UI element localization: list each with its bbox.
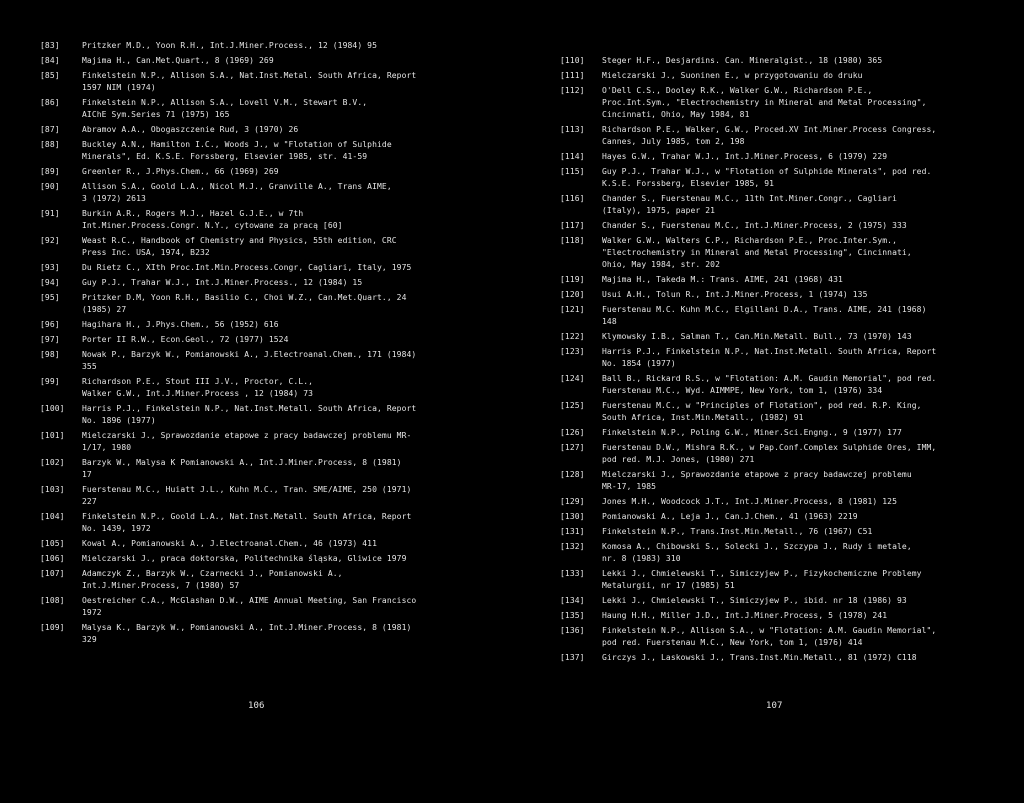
reference-list [560,55,1010,667]
reference-text [602,235,1010,271]
reference-line: K.S.E. Forssberg, Elsevier 1985, 91 [602,179,775,188]
reference-line: Finkelstein N.P., Allison S.A., w "Flotation: A.M. Gaudin Memorial", [602,626,937,635]
reference-text [602,373,1010,397]
reference-line: Malysa K., Barzyk W., Pomianowski A., Int.J.Miner.Process, 8 (1981) [82,623,412,632]
reference-number: [117] [560,221,585,230]
reference-line: Chander S., Fuerstenau M.C., Int.J.Miner.Process, 2 (1975) 333 [602,221,907,230]
reference-number: [88] [40,140,60,149]
reference-text [602,346,1010,370]
reference-entry [40,538,502,550]
reference-text [602,652,1010,664]
reference-entry [560,70,1010,82]
reference-entry [40,292,502,316]
reference-line: Finkelstein N.P., Trans.Inst.Min.Metall., 76 (1967) C51 [602,527,873,536]
reference-line: No. 1854 (1977) [602,359,676,368]
reference-number: [107] [40,569,65,578]
reference-text [82,349,502,373]
reference-number: [106] [40,554,65,563]
reference-line: Minerals", Ed. K.S.E. Forssberg, Elsevier 1985, str. 41-59 [82,152,368,161]
reference-text [602,442,1010,466]
reference-entry [560,511,1010,523]
reference-text [602,469,1010,493]
reference-line: Fuerstenau D.W., Mishra R.K., w Pap.Conf.Complex Sulphide Ores, IMM, [602,443,937,452]
reference-line: Guy P.J., Trahar W.J., w "Flotation of Sulphide Minerals", pod red. [602,167,932,176]
reference-number: [137] [560,653,585,662]
reference-line: Kowal A., Pomianowski A., J.Electroanal.Chem., 46 (1973) 411 [82,539,377,548]
reference-line: South Africa, Inst.Min.Metall., (1982) 91 [602,413,804,422]
reference-entry [40,595,502,619]
reference-line: Buckley A.N., Hamilton I.C., Woods J., w "Flotation of Sulphide [82,140,392,149]
reference-line: Girczys J., Laskowski J., Trans.Inst.Min.Metall., 81 (1972) C118 [602,653,917,662]
reference-line: Pomianowski A., Leja J., Can.J.Chem., 41 (1963) 2219 [602,512,858,521]
reference-text [82,55,502,67]
reference-number: [110] [560,56,585,65]
reference-number: [100] [40,404,65,413]
reference-line: Oestreicher C.A., McGlashan D.W., AIME Annual Meeting, San Francisco [82,596,417,605]
reference-line: Metalurgii, nr 17 (1985) 51 [602,581,735,590]
reference-text [602,610,1010,622]
reference-entry [40,166,502,178]
reference-line: 1597 NIM (1974) [82,83,156,92]
reference-line: Greenler R., J.Phys.Chem., 66 (1969) 269 [82,167,279,176]
reference-text [82,124,502,136]
reference-entry [40,403,502,427]
reference-text [602,511,1010,523]
reference-text [602,193,1010,217]
reference-line: Cannes, July 1985, tom 2, 198 [602,137,745,146]
reference-line: Pritzker M.D., Yoon R.H., Int.J.Miner.Process., 12 (1984) 95 [82,41,377,50]
reference-line: Mielczarski J., Sprawozdanie etapowe z pracy badawczej problemu MR- [82,431,412,440]
reference-entry [40,334,502,346]
reference-line: "Electrochemistry in Mineral and Metal Processing", Cincinnati, [602,248,912,257]
reference-entry [560,274,1010,286]
reference-line: Int.Miner.Process.Congr. N.Y., cytowane za pracą [60] [82,221,343,230]
reference-number: [118] [560,236,585,245]
reference-line: Fuerstenau M.C., Huiatt J.L., Kuhn M.C., Tran. SME/AIME, 250 (1971) [82,485,412,494]
reference-entry [560,55,1010,67]
reference-number: [111] [560,71,585,80]
reference-text [82,70,502,94]
reference-line: nr. 8 (1983) 310 [602,554,681,563]
reference-number: [124] [560,374,585,383]
reference-entry [40,181,502,205]
reference-entry [40,139,502,163]
reference-list [40,40,502,649]
reference-text [82,97,502,121]
reference-number: [136] [560,626,585,635]
reference-entry [40,277,502,289]
reference-entry [560,652,1010,664]
reference-number: [90] [40,182,60,191]
reference-entry [40,70,502,94]
reference-number: [121] [560,305,585,314]
reference-entry [560,427,1010,439]
reference-number: [130] [560,512,585,521]
reference-text [602,55,1010,67]
reference-entry [560,85,1010,121]
reference-number: [125] [560,401,585,410]
reference-text [82,511,502,535]
reference-line: Komosa A., Chibowski S., Solecki J., Szczypa J., Rudy i metale, [602,542,912,551]
reference-line: 1/17, 1980 [82,443,132,452]
reference-number: [91] [40,209,60,218]
reference-entry [40,40,502,52]
reference-line: 148 [602,317,617,326]
reference-text [602,427,1010,439]
reference-line: Pritzker D.M, Yoon R.H., Basilio C., Choi W.Z., Can.Met.Quart., 24 [82,293,407,302]
reference-line: Fuerstenau M.C., Wyd. AIMMPE, New York, tom 1, (1976) 334 [602,386,883,395]
reference-number: [102] [40,458,65,467]
reference-text [602,166,1010,190]
reference-line: Nowak P., Barzyk W., Pomianowski A., J.Electroanal.Chem., 171 (1984) [82,350,417,359]
reference-entry [40,568,502,592]
reference-number: [112] [560,86,585,95]
reference-line: Finkelstein N.P., Poling G.W., Miner.Sci.Engng., 9 (1977) 177 [602,428,902,437]
reference-entry [560,442,1010,466]
reference-line: Barzyk W., Malysa K Pomianowski A., Int.J.Miner.Process, 8 (1981) [82,458,402,467]
reference-entry [560,151,1010,163]
reference-line: Richardson P.E., Walker, G.W., Proced.XV Int.Miner.Process Congress, [602,125,937,134]
reference-line: Ohio, May 1984, str. 202 [602,260,720,269]
reference-line: 17 [82,470,92,479]
reference-number: [83] [40,41,60,50]
reference-text [82,538,502,550]
reference-number: [104] [40,512,65,521]
reference-line: Steger H.F., Desjardins. Can. Mineralgist., 18 (1980) 365 [602,56,883,65]
reference-number: [127] [560,443,585,452]
reference-text [82,595,502,619]
right-page [512,0,1024,803]
reference-line: Adamczyk Z., Barzyk W., Czarnecki J., Pomianowski A., [82,569,343,578]
reference-number: [99] [40,377,60,386]
reference-number: [128] [560,470,585,479]
reference-entry [560,346,1010,370]
reference-entry [560,193,1010,217]
reference-number: [131] [560,527,585,536]
reference-text [82,166,502,178]
reference-number: [115] [560,167,585,176]
reference-number: [94] [40,278,60,287]
reference-entry [40,376,502,400]
reference-number: [87] [40,125,60,134]
reference-text [602,304,1010,328]
reference-text [82,334,502,346]
reference-entry [560,496,1010,508]
reference-line: Usui A.H., Tolun R., Int.J.Miner.Process, 1 (1974) 135 [602,290,868,299]
reference-entry [560,166,1010,190]
reference-text [602,526,1010,538]
reference-number: [132] [560,542,585,551]
reference-text [82,457,502,481]
reference-text [82,181,502,205]
reference-entry [40,457,502,481]
reference-text [82,484,502,508]
reference-entry [560,541,1010,565]
reference-line: Du Rietz C., XIth Proc.Int.Min.Process.Congr, Cagliari, Italy, 1975 [82,263,412,272]
reference-entry [560,526,1010,538]
reference-number: [133] [560,569,585,578]
reference-line: Press Inc. USA, 1974, B232 [82,248,210,257]
reference-entry [40,511,502,535]
reference-number: [103] [40,485,65,494]
reference-entry [40,349,502,373]
reference-line: AIChE Sym.Series 71 (1975) 165 [82,110,230,119]
reference-number: [105] [40,539,65,548]
reference-entry [560,289,1010,301]
page-number: 107 [766,701,783,711]
reference-text [82,553,502,565]
reference-line: Int.J.Miner.Process, 7 (1980) 57 [82,581,240,590]
reference-number: [108] [40,596,65,605]
reference-line: Hagihara H., J.Phys.Chem., 56 (1952) 616 [82,320,279,329]
reference-line: Harris P.J., Finkelstein N.P., Nat.Inst.Metall. South Africa, Report [82,404,417,413]
reference-line: Porter II R.W., Econ.Geol., 72 (1977) 1524 [82,335,289,344]
reference-entry [560,400,1010,424]
reference-text [602,331,1010,343]
reference-text [82,403,502,427]
reference-entry [560,595,1010,607]
reference-line: Hayes G.W., Trahar W.J., Int.J.Miner.Process, 6 (1979) 229 [602,152,888,161]
reference-number: [86] [40,98,60,107]
reference-line: Finkelstein N.P., Allison S.A., Nat.Inst.Metal. South Africa, Report [82,71,417,80]
reference-line: Finkelstein N.P., Allison S.A., Lovell V.M., Stewart B.V., [82,98,368,107]
reference-text [602,151,1010,163]
reference-entry [40,319,502,331]
reference-text [82,208,502,232]
reference-text [602,70,1010,82]
reference-number: [95] [40,293,60,302]
reference-entry [40,430,502,454]
reference-text [82,235,502,259]
reference-entry [560,331,1010,343]
reference-text [602,541,1010,565]
reference-line: (Italy), 1975, paper 21 [602,206,716,215]
reference-text [82,430,502,454]
reference-number: [114] [560,152,585,161]
reference-number: [120] [560,290,585,299]
reference-line: Guy P.J., Trahar W.J., Int.J.Miner.Process., 12 (1984) 15 [82,278,363,287]
reference-line: Finkelstein N.P., Goold L.A., Nat.Inst.Metall. South Africa, Report [82,512,412,521]
reference-text [82,262,502,274]
reference-entry [40,124,502,136]
reference-entry [560,610,1010,622]
reference-line: Walker G.W., Walters C.P., Richardson P.E., Proc.Inter.Sym., [602,236,897,245]
reference-entry [40,208,502,232]
reference-line: Mielczarski J., praca doktorska, Politechnika śląska, Gliwice 1979 [82,554,407,563]
reference-entry [40,484,502,508]
reference-number: [119] [560,275,585,284]
reference-line: Jones M.H., Woodcock J.T., Int.J.Miner.Process, 8 (1981) 125 [602,497,897,506]
reference-number: [123] [560,347,585,356]
reference-entry [560,220,1010,232]
reference-number: [116] [560,194,585,203]
reference-number: [96] [40,320,60,329]
reference-line: Ball B., Rickard R.S., w "Flotation: A.M. Gaudin Memorial", pod red. [602,374,937,383]
reference-line: Burkin A.R., Rogers M.J., Hazel G.J.E., w 7th [82,209,304,218]
reference-line: 1972 [82,608,102,617]
reference-number: [97] [40,335,60,344]
reference-line: Allison S.A., Goold L.A., Nicol M.J., Granville A., Trans AIME, [82,182,392,191]
reference-entry [40,553,502,565]
reference-number: [98] [40,350,60,359]
reference-entry [40,262,502,274]
reference-number: [93] [40,263,60,272]
reference-line: Lekki J., Chmielewski T., Simiczyjew P., ibid. nr 18 (1986) 93 [602,596,907,605]
reference-entry [560,469,1010,493]
reference-number: [113] [560,125,585,134]
page-number: 106 [248,701,265,711]
reference-text [82,376,502,400]
reference-line: MR-17, 1985 [602,482,657,491]
reference-line: pod red. Fuerstenau M.C., New York, tom 1, (1976) 414 [602,638,863,647]
reference-text [82,292,502,316]
reference-line: 227 [82,497,97,506]
reference-number: [84] [40,56,60,65]
reference-entry [40,622,502,646]
reference-line: Mielczarski J., Sprawozdanie etapowe z pracy badawczej problemu [602,470,912,479]
reference-line: Weast R.C., Handbook of Chemistry and Physics, 55th edition, CRC [82,236,397,245]
reference-line: Klymowsky I.B., Salman T., Can.Min.Metall. Bull., 73 (1970) 143 [602,332,912,341]
reference-line: No. 1896 (1977) [82,416,156,425]
reference-line: Walker G.W., Int.J.Miner.Process , 12 (1984) 73 [82,389,314,398]
reference-line: Fuerstenau M.C. Kuhn M.C., Elgillani D.A., Trans. AIME, 241 (1968) [602,305,927,314]
reference-number: [135] [560,611,585,620]
reference-number: [122] [560,332,585,341]
reference-text [602,85,1010,121]
reference-line: (1985) 27 [82,305,127,314]
reference-text [82,277,502,289]
reference-line: Abramov A.A., Obogaszczenie Rud, 3 (1970) 26 [82,125,299,134]
reference-entry [560,373,1010,397]
reference-text [82,568,502,592]
reference-text [602,220,1010,232]
reference-line: 3 (1972) 2613 [82,194,146,203]
reference-line: No. 1439, 1972 [82,524,151,533]
reference-entry [560,304,1010,328]
reference-line: pod red. M.J. Jones, (1980) 271 [602,455,755,464]
reference-text [602,274,1010,286]
reference-number: [134] [560,596,585,605]
reference-text [602,400,1010,424]
reference-entry [40,97,502,121]
reference-text [602,289,1010,301]
reference-line: Harris P.J., Finkelstein N.P., Nat.Inst.Metall. South Africa, Report [602,347,937,356]
reference-text [82,139,502,163]
reference-line: Richardson P.E., Stout III J.V., Proctor, C.L., [82,377,314,386]
reference-number: [109] [40,623,65,632]
reference-text [602,595,1010,607]
reference-entry [560,625,1010,649]
reference-number: [85] [40,71,60,80]
reference-text [602,124,1010,148]
reference-line: Mielczarski J., Suoninen E., w przygotowaniu do druku [602,71,863,80]
reference-number: [101] [40,431,65,440]
reference-entry [560,124,1010,148]
reference-entry [560,568,1010,592]
reference-line: 329 [82,635,97,644]
reference-line: Majima H., Can.Met.Quart., 8 (1969) 269 [82,56,274,65]
reference-line: Majima H., Takeda M.: Trans. AIME, 241 (1968) 431 [602,275,843,284]
reference-line: O'Dell C.S., Dooley R.K., Walker G.W., Richardson P.E., [602,86,873,95]
reference-text [602,496,1010,508]
reference-number: [89] [40,167,60,176]
reference-entry [40,235,502,259]
reference-line: Fuerstenau M.C., w "Principles of Flotation", pod red. R.P. King, [602,401,922,410]
reference-line: Proc.Int.Sym., "Electrochemistry in Mineral and Metal Processing", [602,98,927,107]
reference-line: Haung H.H., Miller J.D., Int.J.Miner.Process, 5 (1978) 241 [602,611,888,620]
reference-line: Lekki J., Chmielewski T., Simiczyjew P., Fizykochemiczne Problemy [602,569,922,578]
reference-text [82,40,502,52]
reference-text [602,625,1010,649]
reference-entry [40,55,502,67]
reference-text [82,319,502,331]
reference-line: 355 [82,362,97,371]
reference-line: Cincinnati, Ohio, May 1984, 81 [602,110,750,119]
reference-number: [92] [40,236,60,245]
reference-entry [560,235,1010,271]
reference-text [602,568,1010,592]
reference-number: [126] [560,428,585,437]
reference-number: [129] [560,497,585,506]
reference-text [82,622,502,646]
reference-line: Chander S., Fuerstenau M.C., 11th Int.Miner.Congr., Cagliari [602,194,897,203]
